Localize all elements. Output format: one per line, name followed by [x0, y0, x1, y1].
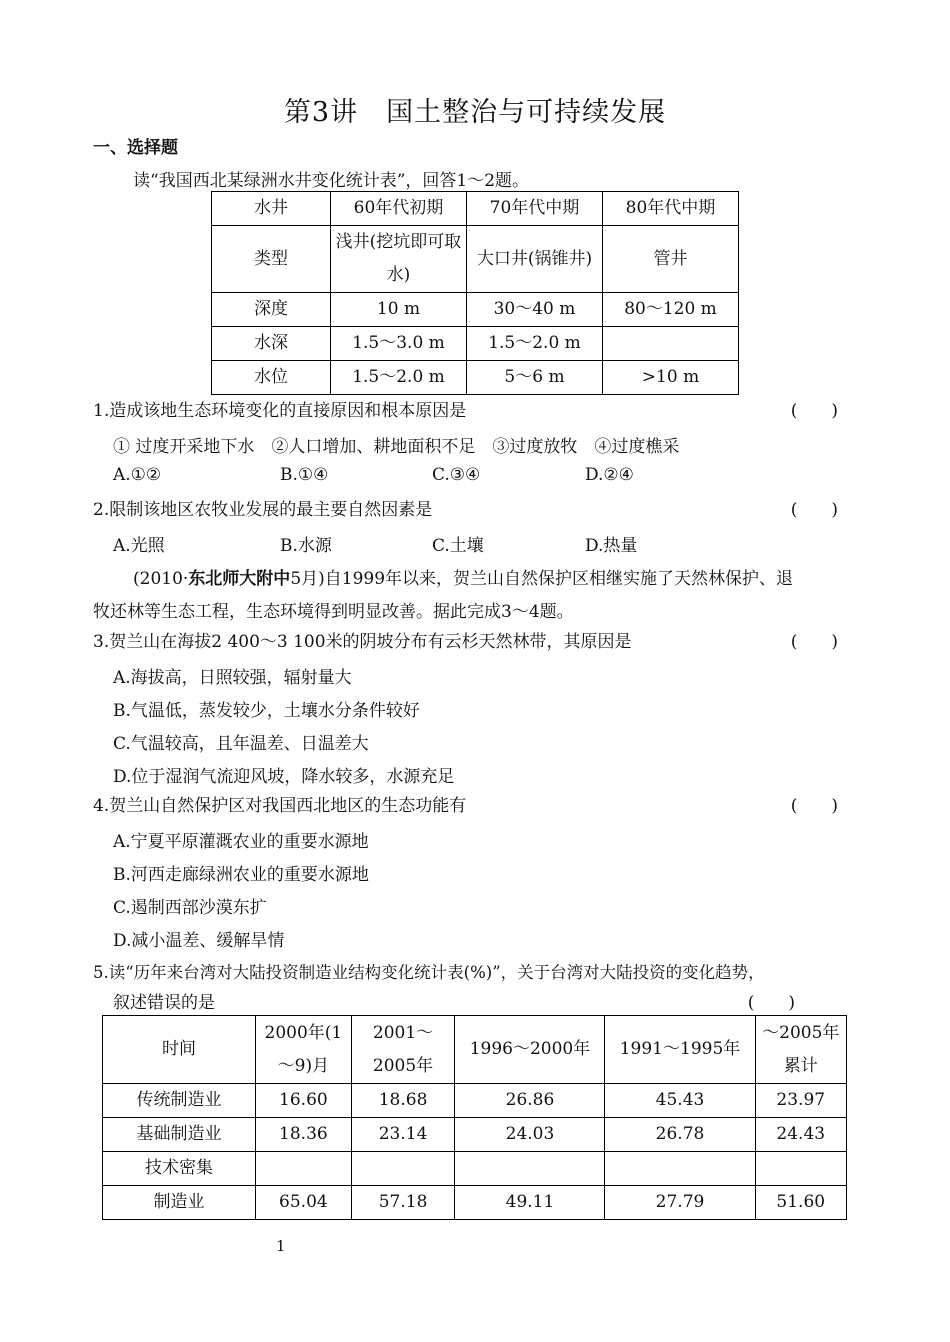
question-5 — [113, 991, 795, 1015]
question-1 — [93, 399, 838, 423]
table-cell: 制造业 — [103, 1186, 256, 1220]
option-b: B.①④ — [280, 465, 329, 485]
table-cell: 18.36 — [256, 1118, 352, 1152]
answer-bracket: ( ) — [790, 632, 838, 652]
option-a: A.光照 — [113, 536, 165, 556]
table-cell: 16.60 — [256, 1084, 352, 1118]
table-cell — [351, 1152, 455, 1186]
table-cell: 深度 — [212, 293, 331, 327]
source-open: (2010· — [133, 569, 189, 589]
table-header: 60年代初期 — [331, 192, 467, 226]
question-4 — [93, 794, 838, 818]
table-cell: 水深 — [212, 327, 331, 361]
option-c: C.土壤 — [432, 536, 484, 556]
intro-text-line2: 牧还林等生态工程，生态环境得到明显改善。据此完成3～4题。 — [93, 602, 574, 622]
table-cell: 1.5～3.0 m — [331, 327, 467, 361]
table-cell: 26.78 — [605, 1118, 755, 1152]
table-header: 水井 — [212, 192, 331, 226]
table-cell: 10 m — [331, 293, 467, 327]
table-cell: 浅井(挖坑即可取水) — [331, 226, 467, 293]
table-cell: 51.60 — [755, 1186, 846, 1220]
table-cell: 27.79 — [605, 1186, 755, 1220]
question-stem: 3.贺兰山在海拔2 400～3 100米的阴坡分布有云杉天然林带，其原因是 — [93, 632, 632, 652]
option-d: D.②④ — [585, 465, 634, 485]
table-cell: 24.43 — [755, 1118, 846, 1152]
investment-table — [102, 1015, 847, 1220]
table-cell: 水位 — [212, 361, 331, 395]
source-close: 5月) — [290, 569, 325, 589]
table-cell: 80～120 m — [603, 293, 739, 327]
table-cell: 45.43 — [605, 1084, 755, 1118]
question-stem: 1.造成该地生态环境变化的直接原因和根本原因是 — [93, 401, 467, 421]
option-c: C.遏制西部沙漠东扩 — [113, 898, 267, 918]
question-stem: 4.贺兰山自然保护区对我国西北地区的生态功能有 — [93, 796, 467, 816]
question-items: ① 过度开采地下水 ②人口增加、耕地面积不足 ③过度放牧 ④过度樵采 — [113, 437, 680, 457]
table-header: 1991～1995年 — [605, 1016, 755, 1084]
question-2 — [93, 498, 838, 522]
table-header: 时间 — [103, 1016, 256, 1084]
page-title: 第3讲 国土整治与可持续发展 — [283, 97, 667, 128]
table-header: 2001～2005年 — [351, 1016, 455, 1084]
table-cell — [455, 1152, 605, 1186]
option-b: B.气温低，蒸发较少，土壤水分条件较好 — [113, 701, 420, 721]
answer-bracket: ( ) — [747, 993, 795, 1013]
well-table — [211, 191, 739, 395]
page-number: 1 — [276, 1237, 286, 1255]
intro-q3-4 — [133, 564, 793, 589]
table-cell: 30～40 m — [467, 293, 603, 327]
table-cell: 技术密集 — [103, 1152, 256, 1186]
section-heading: 一、选择题 — [93, 138, 178, 158]
question-3 — [93, 630, 838, 654]
answer-bracket: ( ) — [790, 401, 838, 421]
option-d: D.减小温差、缓解旱情 — [113, 931, 285, 951]
table-cell: 18.68 — [351, 1084, 455, 1118]
table-cell: 大口井(锅锥井) — [467, 226, 603, 293]
table-header: ～2005年累计 — [755, 1016, 846, 1084]
table-cell — [256, 1152, 352, 1186]
table-cell — [755, 1152, 846, 1186]
option-d: D.热量 — [585, 536, 638, 556]
table-cell: >10 m — [603, 361, 739, 395]
option-c: C.气温较高，且年温差、日温差大 — [113, 734, 369, 754]
option-b: B.河西走廊绿洲农业的重要水源地 — [113, 865, 369, 885]
table-cell: 24.03 — [455, 1118, 605, 1152]
table-header: 70年代中期 — [467, 192, 603, 226]
table-cell: 5～6 m — [467, 361, 603, 395]
table-cell: 基础制造业 — [103, 1118, 256, 1152]
table-cell: 类型 — [212, 226, 331, 293]
table-cell: 1.5～2.0 m — [467, 327, 603, 361]
option-a: A.宁夏平原灌溉农业的重要水源地 — [113, 832, 369, 852]
table-cell: 1.5～2.0 m — [331, 361, 467, 395]
answer-bracket: ( ) — [790, 500, 838, 520]
table-header: 2000年(1～9)月 — [256, 1016, 352, 1084]
table-cell: 65.04 — [256, 1186, 352, 1220]
table-cell: 管井 — [603, 226, 739, 293]
table-header: 1996～2000年 — [455, 1016, 605, 1084]
option-a: A.①② — [113, 465, 162, 485]
table-cell: 26.86 — [455, 1084, 605, 1118]
source-name: 东北师大附中 — [188, 569, 291, 589]
option-d: D.位于湿润气流迎风坡，降水较多，水源充足 — [113, 767, 455, 787]
question-stem: 2.限制该地区农牧业发展的最主要自然因素是 — [93, 500, 433, 520]
table-cell: 传统制造业 — [103, 1084, 256, 1118]
table-cell — [603, 327, 739, 361]
question-stem: 叙述错误的是 — [113, 993, 215, 1013]
table-cell: 23.14 — [351, 1118, 455, 1152]
question-5-stem: 5.读“历年来台湾对大陆投资制造业结构变化统计表(%)”，关于台湾对大陆投资的变化趋势， — [93, 963, 765, 982]
answer-bracket: ( ) — [790, 796, 838, 816]
table-cell: 49.11 — [455, 1186, 605, 1220]
option-a: A.海拔高，日照较强，辐射量大 — [113, 668, 352, 688]
table-cell: 23.97 — [755, 1084, 846, 1118]
option-c: C.③④ — [432, 465, 481, 485]
intro-q1-2: 读“我国西北某绿洲水井变化统计表”，回答1～2题。 — [133, 171, 530, 191]
table-cell: 57.18 — [351, 1186, 455, 1220]
intro-text: 自1999年以来，贺兰山自然保护区相继实施了天然林保护、退 — [324, 569, 794, 589]
option-b: B.水源 — [280, 536, 332, 556]
table-header: 80年代中期 — [603, 192, 739, 226]
table-cell — [605, 1152, 755, 1186]
